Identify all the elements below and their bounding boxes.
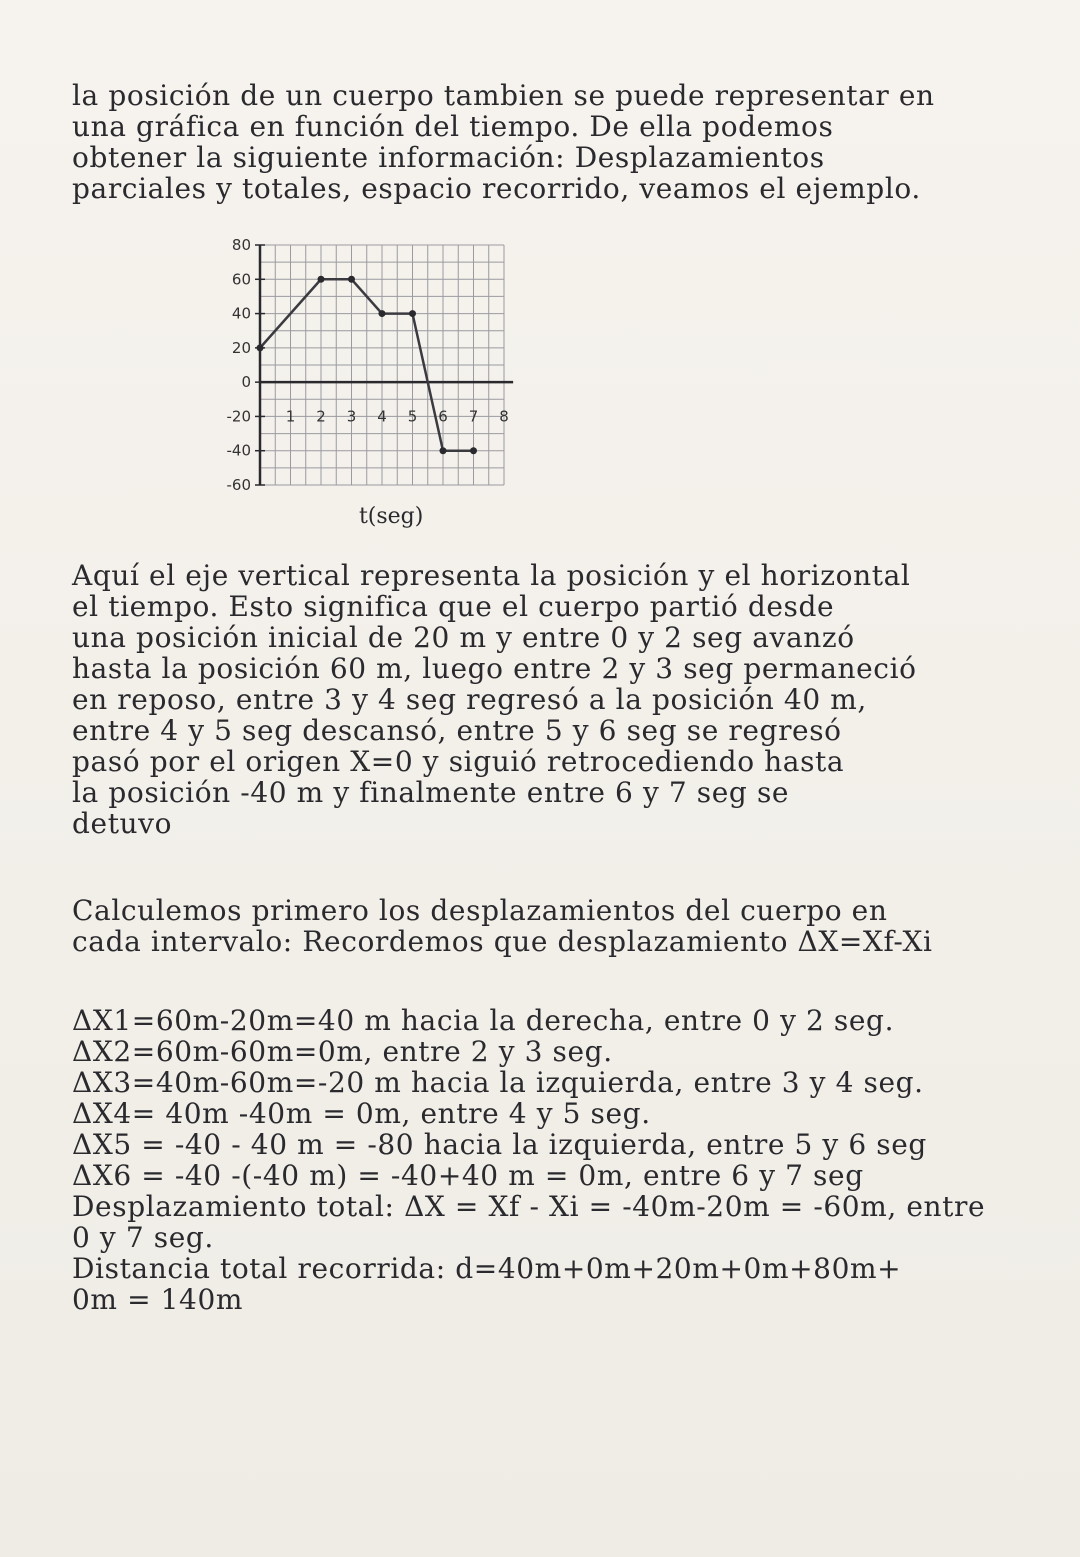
data-point bbox=[348, 276, 355, 283]
y-tick-label: 80 bbox=[231, 236, 251, 254]
data-point bbox=[470, 447, 477, 454]
x-tick-label: 8 bbox=[499, 407, 509, 426]
calc-line: ΔX1=60m-20m=40 m hacia la derecha, entre 0 y 2 seg. bbox=[72, 1004, 895, 1037]
explanation-paragraph bbox=[72, 560, 1032, 839]
intro-line: obtener la siguiente información: Desplazamientos bbox=[72, 141, 825, 174]
displacement-calculations bbox=[72, 1005, 1032, 1315]
data-point bbox=[318, 276, 325, 283]
intro-paragraph bbox=[72, 80, 1032, 204]
calc-line: 0m = 140m bbox=[72, 1283, 244, 1316]
y-tick-label: 20 bbox=[231, 338, 251, 357]
position-time-chart bbox=[205, 230, 535, 530]
calc-line: 0 y 7 seg. bbox=[72, 1221, 214, 1254]
y-tick-label: -40 bbox=[226, 441, 251, 460]
y-tick-label: -60 bbox=[226, 476, 251, 494]
x-tick-label: 5 bbox=[407, 407, 418, 426]
data-point bbox=[409, 310, 416, 317]
explain-line: en reposo, entre 3 y 4 seg regresó a la posición 40 m, bbox=[72, 683, 867, 716]
explain-line: la posición -40 m y finalmente entre 6 y 7 seg se bbox=[72, 776, 790, 809]
calc-intro-line: Calculemos primero los desplazamientos del cuerpo en bbox=[72, 894, 888, 927]
y-tick-label: 0 bbox=[241, 373, 251, 392]
calc-intro-line: cada intervalo: Recordemos que desplazamiento ΔX=Xf-Xi bbox=[72, 925, 933, 958]
calc-line: ΔX6 = -40 -(-40 m) = -40+40 m = 0m, entre 6 y 7 seg bbox=[72, 1159, 864, 1192]
intro-line: parciales y totales, espacio recorrido, veamos el ejemplo. bbox=[72, 172, 921, 205]
explain-line: hasta la posición 60 m, luego entre 2 y 3 seg permaneció bbox=[72, 652, 917, 685]
explain-line: detuvo bbox=[72, 807, 173, 840]
calc-line: Desplazamiento total: ΔX = Xf - Xi = -40m-20m = -60m, entre bbox=[72, 1190, 986, 1223]
y-tick-label: 60 bbox=[231, 270, 251, 289]
data-point bbox=[257, 344, 264, 351]
y-tick-label: -20 bbox=[226, 407, 251, 426]
calc-line: ΔX5 = -40 - 40 m = -80 hacia la izquierda, entre 5 y 6 seg bbox=[72, 1128, 927, 1161]
explain-line: una posición inicial de 20 m y entre 0 y 2 seg avanzó bbox=[72, 621, 855, 654]
explain-line: pasó por el origen X=0 y siguió retrocediendo hasta bbox=[72, 745, 845, 778]
intro-line: la posición de un cuerpo tambien se puede representar en bbox=[72, 79, 935, 112]
x-tick-label: 2 bbox=[316, 407, 326, 426]
x-tick-label: 6 bbox=[438, 407, 448, 426]
calc-line: ΔX3=40m-60m=-20 m hacia la izquierda, entre 3 y 4 seg. bbox=[72, 1066, 924, 1099]
x-axis-label: t(seg) bbox=[358, 504, 424, 529]
chart-grid bbox=[260, 245, 504, 485]
calc-line: ΔX4= 40m -40m = 0m, entre 4 y 5 seg. bbox=[72, 1097, 651, 1130]
x-tick-label: 1 bbox=[285, 407, 296, 426]
intro-line: una gráfica en función del tiempo. De ella podemos bbox=[72, 110, 834, 143]
x-tick-label: 3 bbox=[346, 407, 357, 426]
calc-line: Distancia total recorrida: d=40m+0m+20m+0m+80m+ bbox=[72, 1252, 902, 1285]
y-tick-label: 40 bbox=[231, 304, 251, 323]
explain-line: el tiempo. Esto significa que el cuerpo partió desde bbox=[72, 590, 835, 623]
calculation-intro bbox=[72, 895, 1032, 957]
data-point bbox=[379, 310, 386, 317]
explain-line: Aquí el eje vertical representa la posición y el horizontal bbox=[72, 559, 911, 592]
x-tick-label: 7 bbox=[468, 407, 479, 426]
calc-line: ΔX2=60m-60m=0m, entre 2 y 3 seg. bbox=[72, 1035, 613, 1068]
data-point bbox=[440, 447, 447, 454]
x-tick-label: 4 bbox=[377, 407, 387, 426]
explain-line: entre 4 y 5 seg descansó, entre 5 y 6 seg se regresó bbox=[72, 714, 842, 747]
